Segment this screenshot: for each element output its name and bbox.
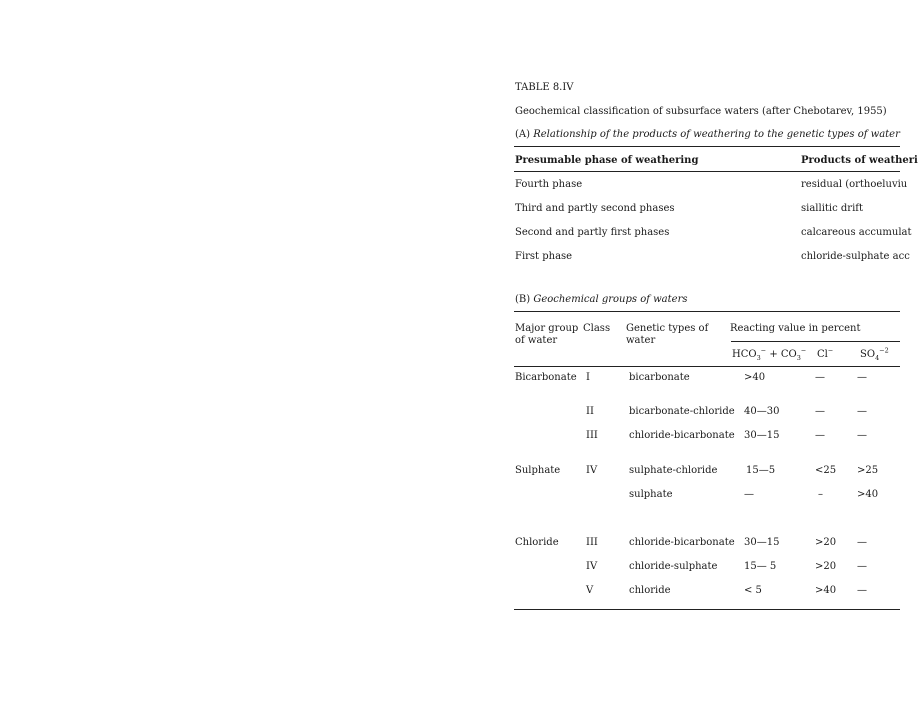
row-cl-value: >20	[815, 537, 837, 548]
row-class: I	[586, 372, 590, 383]
row-cl-value: –	[818, 489, 823, 500]
row-hco3-value: 30—15	[744, 537, 780, 548]
section-a-row-phase: Third and partly second phases	[515, 203, 675, 214]
row-so4-value: —	[857, 406, 867, 417]
section-a-row-product: calcareous accumulat	[801, 227, 912, 238]
section-a-row-product: residual (orthoeluviu	[801, 179, 908, 190]
row-genetic-type: sulphate	[629, 489, 673, 500]
row-class: III	[586, 430, 598, 441]
row-hco3-value: 15—5	[746, 465, 776, 476]
row-cl-value: >40	[815, 585, 837, 596]
row-so4-value: —	[857, 561, 867, 572]
section-a-header-phase: Presumable phase of weathering	[515, 155, 699, 166]
row-so4-value: >25	[857, 465, 879, 476]
section-a-top-rule	[514, 146, 900, 147]
row-cl-value: >20	[815, 561, 837, 572]
section-b-top-rule	[514, 311, 900, 312]
row-hco3-value: 15— 5	[744, 561, 777, 572]
row-so4-value: >40	[857, 489, 879, 500]
row-hco3-value: < 5	[744, 585, 762, 596]
row-cl-value: —	[815, 406, 825, 417]
section-b-prefix: (B)	[515, 294, 531, 305]
row-cl-value: <25	[815, 465, 837, 476]
section-b-title	[515, 294, 687, 306]
row-so4-value: —	[857, 430, 867, 441]
section-a-header-products: Products of weatheri	[801, 155, 918, 166]
section-a-prefix: (A)	[515, 129, 531, 140]
row-hco3-value: 40—30	[744, 406, 780, 417]
section-a-row-phase: Fourth phase	[515, 179, 583, 190]
row-genetic-type: chloride	[629, 585, 671, 596]
row-hco3-value: —	[744, 489, 754, 500]
section-a-row-product: chloride-sulphate acc	[801, 251, 910, 262]
header-major-group-line2: of water	[515, 335, 558, 346]
row-cl-value: —	[815, 430, 825, 441]
row-so4-value: —	[857, 585, 867, 596]
header-major-group: Major group	[515, 323, 579, 334]
row-hco3-value: 30—15	[744, 430, 780, 441]
row-class: II	[586, 406, 594, 417]
section-a-title	[515, 129, 900, 141]
header-class: Class	[583, 323, 611, 334]
reacting-subheader-rule	[731, 341, 900, 342]
header-genetic-types-line2: water	[626, 335, 656, 346]
row-class: III	[586, 537, 598, 548]
row-genetic-type: chloride-sulphate	[629, 561, 718, 572]
row-genetic-type: chloride-bicarbonate	[629, 537, 735, 548]
section-b-title-text: Geochemical groups of waters	[533, 294, 688, 305]
row-group: Sulphate	[515, 465, 561, 476]
row-class: V	[586, 585, 594, 596]
header-so4: $SO_4^{-2}$	[860, 346, 889, 362]
row-genetic-type: chloride-bicarbonate	[629, 430, 735, 441]
table-label: TABLE 8.IV	[515, 82, 574, 93]
row-class: IV	[586, 465, 598, 476]
row-group: Chloride	[515, 537, 559, 548]
row-cl-value: —	[815, 372, 825, 383]
row-genetic-type: bicarbonate-chloride	[629, 406, 735, 417]
section-b-header-rule	[514, 366, 900, 367]
header-reacting-value: Reacting value in percent	[730, 323, 861, 334]
section-a-title-text: Relationship of the products of weathering to the genetic types of water	[533, 129, 900, 140]
section-a-row-phase: Second and partly first phases	[515, 227, 670, 238]
section-b-bottom-rule	[514, 609, 900, 610]
header-cl: Cl−	[817, 346, 834, 360]
row-hco3-value: >40	[744, 372, 766, 383]
row-so4-value: —	[857, 372, 867, 383]
section-a-row-phase: First phase	[515, 251, 573, 262]
row-group: Bicarbonate	[515, 372, 577, 383]
header-genetic-types: Genetic types of	[626, 323, 709, 334]
table-caption: Geochemical classification of subsurface waters (after Chebotarev, 1955)	[515, 106, 887, 117]
section-a-row-product: siallitic drift	[801, 203, 863, 214]
row-genetic-type: sulphate-chloride	[629, 465, 718, 476]
header-hco3-co3: $HCO_3^- + CO_3^-$	[732, 346, 807, 362]
row-class: IV	[586, 561, 598, 572]
row-so4-value: —	[857, 537, 867, 548]
row-genetic-type: bicarbonate	[629, 372, 690, 383]
section-a-header-rule	[514, 171, 900, 172]
